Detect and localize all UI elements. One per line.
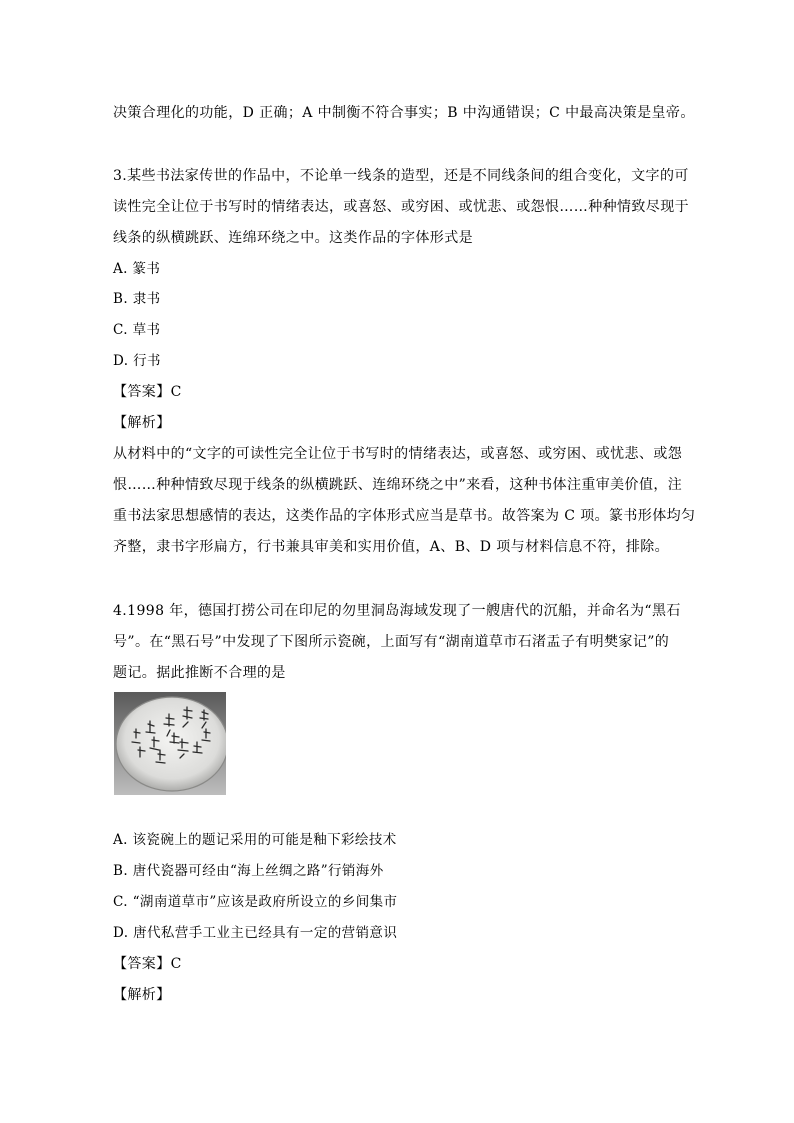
q4-stem-line-2: 号”。在“黑石号”中发现了下图所示瓷碗，上面写有“湖南道草市石渚盂子有明樊家记”的 bbox=[113, 634, 670, 650]
q4-stem-line-1: 4.1998 年，德国打捞公司在印尼的勿里洞岛海域发现了一艘唐代的沉船，并命名为“黑石 bbox=[113, 603, 681, 619]
q3-analysis-label: 【解析】 bbox=[113, 415, 171, 431]
q3-analysis-line-1: 从材料中的“文字的可读性完全让位于书写时的情绪表达，或喜怒、或穷困、或忧悲、或怨 bbox=[113, 446, 683, 462]
q3-option-b: B. 隶书 bbox=[113, 291, 161, 307]
q3-analysis-line-4: 齐整，隶书字形扁方，行书兼具审美和实用价值，A、B、D 项与材料信息不符，排除。 bbox=[113, 539, 670, 555]
q4-analysis-label: 【解析】 bbox=[113, 987, 171, 1003]
q4-option-a: A. 该瓷碗上的题记采用的可能是釉下彩绘技术 bbox=[113, 832, 397, 848]
q3-stem-line-2: 读性完全让位于书写时的情绪表达，或喜怒、或穷困、或忧悲、或怨恨……种种情致尽现于 bbox=[113, 199, 689, 215]
q4-option-b: B. 唐代瓷器可经由“海上丝绸之路”行销海外 bbox=[113, 863, 384, 879]
q3-stem-line-1: 3.某些书法家传世的作品中，不论单一线条的造型，还是不同线条间的组合变化，文字的可 bbox=[113, 168, 689, 184]
q3-stem-line-3: 线条的纵横跳跃、连绵环绕之中。这类作品的字体形式是 bbox=[113, 230, 473, 246]
q3-option-d: D. 行书 bbox=[113, 353, 161, 369]
q4-stem-line-3: 题记。据此推断不合理的是 bbox=[113, 665, 286, 681]
q4-answer: 【答案】C bbox=[113, 956, 182, 972]
q3-answer: 【答案】C bbox=[113, 384, 182, 400]
q4-option-c: C. “湖南道草市”应该是政府所设立的乡间集市 bbox=[113, 894, 398, 910]
intro-line: 决策合理化的功能，D 正确；A 中制衡不符合事实；B 中沟通错误；C 中最高决策是皇帝。 bbox=[113, 105, 695, 121]
q4-option-d: D. 唐代私营手工业主已经具有一定的营销意识 bbox=[113, 925, 398, 941]
q3-option-c: C. 草书 bbox=[113, 322, 161, 338]
q3-analysis-line-3: 重书法家思想感情的表达，这类作品的字体形式应当是草书。故答案为 C 项。篆书形体均匀 bbox=[113, 508, 696, 524]
porcelain-bowl-image bbox=[114, 692, 226, 795]
q3-option-a: A. 篆书 bbox=[113, 261, 161, 277]
porcelain-bowl-photo bbox=[114, 692, 226, 795]
q3-analysis-line-2: 恨……种种情致尽现于线条的纵横跳跃、连绵环绕之中”来看，这种书体注重审美价值，注 bbox=[113, 477, 683, 493]
